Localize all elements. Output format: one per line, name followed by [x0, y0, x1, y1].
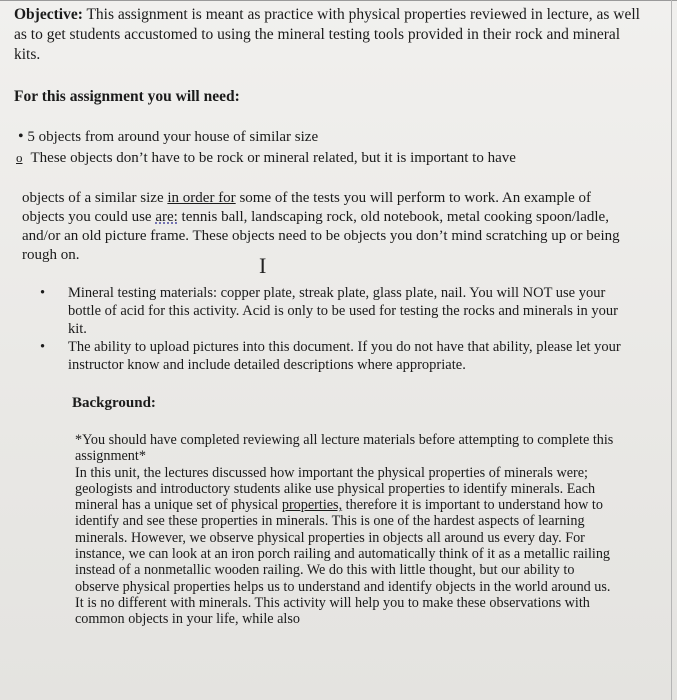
- background-heading: Background:: [72, 395, 156, 411]
- list-item-text: Mineral testing materials: copper plate, streak plate, glass plate, nail. You will NOT use your bottle of acid for this activity. Acid is only to be used for testing the rocks and minerals in your kit.: [68, 285, 618, 337]
- properties-text: properties,: [281, 497, 343, 514]
- objects-text-1: objects of a similar size: [22, 190, 168, 206]
- sub-bullet: [16, 148, 516, 168]
- bullet-objects-text: 5 objects from around your house of similar size: [27, 129, 319, 145]
- materials-list: [40, 284, 630, 374]
- bullet-marker: •: [18, 128, 24, 145]
- sub-bullet-marker: o: [16, 150, 23, 165]
- objective-text: This assignment is meant as practice with physical properties reviewed in lecture, as well as to get students accustomed to using the mineral testing tools provided in their rock and mineral kits.: [14, 6, 640, 63]
- bullet-objects: [18, 127, 318, 147]
- objective-label: Objective:: [14, 6, 83, 23]
- list-item: [40, 284, 630, 338]
- top-border: [0, 0, 677, 1]
- background-body: [75, 432, 620, 628]
- in-order-for-text: in order for: [167, 190, 236, 206]
- list-item-text: The ability to upload pictures into this document. If you do not have that ability, please let your instructor know and include detailed descriptions where appropriate.: [68, 339, 621, 373]
- objects-text-2: some of the tests you will perform to work. An example of objects you could use: [22, 190, 592, 225]
- background-note: *You should have completed reviewing all lecture materials before attempting to complete this assignment*: [75, 432, 614, 465]
- objective-paragraph: [14, 5, 642, 65]
- list-item: [40, 338, 630, 374]
- grammar-flag-text: are:: [155, 209, 178, 225]
- need-heading: For this assignment you will need:: [14, 88, 240, 105]
- bullet-marker: •: [40, 339, 46, 355]
- background-text-1: In this unit, the lectures discussed how important the physical properties of minerals were; geologists and introductory students alike use physical properties to identify minerals. Each mineral has a unique set of physical: [75, 464, 596, 514]
- background-text-2: therefore it is important to understand how to identify and see these properties in minerals. This is one of the hardest aspects of learning minerals. However, we observe physical properties in objects all around us every day. For instance, we can look at an iron porch railing and automatically think of it as a metallic railing instead of a nonmetallic wooden railing. We do this with little thought, but our ability to observe physical properties helps us to understand and identify objects in the world around us. It is no different with minerals. This activity will help you to make these observations with common objects in your life, while also: [75, 497, 611, 628]
- objects-paragraph: [22, 189, 626, 265]
- sub-bullet-text: These objects don’t have to be rock or mineral related, but it is important to have: [30, 150, 516, 166]
- right-border: [671, 0, 672, 700]
- background-paragraph: [75, 465, 620, 628]
- text-cursor-icon: I: [259, 253, 267, 278]
- bullet-marker: •: [40, 285, 46, 301]
- objects-text-3: tennis ball, landscaping rock, old notebook, metal cooking spoon/ladle, and/or an old picture frame. These objects need to be objects you don’t mind scratching up or being rough on.: [22, 209, 620, 263]
